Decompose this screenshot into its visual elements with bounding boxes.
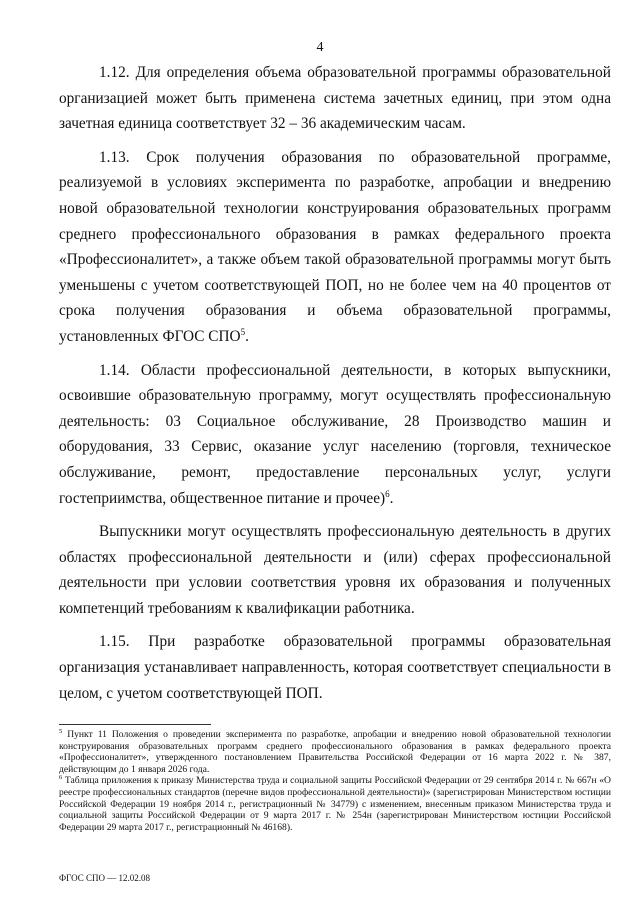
paragraph-text: 1.15. При разработке образовательной программы образовательная организация устанавливает направленность, которая соответствует специальности в целом, с учетом соответствующей ПОП.	[59, 633, 611, 702]
footnote-5	[59, 729, 611, 775]
body-text	[59, 60, 611, 706]
paragraph-graduates	[59, 519, 611, 621]
page-footer: ФГОС СПО — 12.02.08	[59, 873, 150, 883]
footnote-ref-5[interactable]: 5	[240, 326, 246, 337]
footnote-divider	[59, 724, 211, 725]
paragraph-1-14: 1.14. Области профессиональной деятельности, в которых выпускники, освоившие образовательную программу, могут осуществлять профессиональную деятельность: 03 Социальное обслуживание, 28 Производство машин и оборудования, 33 Сервис, оказание услуг населению (торговля, техническое обслуживание, ремонт, предоставление персональных услуг, услуги гостеприимства, общественное питание и прочее)$^6$.	[59, 361, 611, 507]
paragraph-1-12	[59, 60, 611, 137]
paragraph-text: 1.12. Для определения объема образовательной программы образовательной организацией может быть применена система зачетных единиц, при этом одна зачетная единица соответствует 32 – 36 академическим часам.	[59, 64, 611, 133]
footnote-text: Таблица приложения к приказу Министерства труда и социальной защиты Российской Федерации от 29 сентября 2014 г. № 667н «О реестре профессиональных стандартов (перечне видов профессиональной деятельности)» (зарегистрирован Министерством юстиции Российской Федерации 19 ноября 2014 г., регистрационный № 34779) с изменением, внесенным приказом Министерства труда и социальной защиты Российской Федерации от 9 марта 2017 г. № 254н (зарегистрирован Министерством юстиции Российской Федерации 29 марта 2017 г., регистрационный № 46168).	[59, 775, 611, 833]
footnote-ref-6[interactable]: 6	[385, 488, 390, 499]
footnote-number: 5	[59, 727, 63, 735]
paragraph-1-15	[59, 629, 611, 706]
footnote-6	[59, 775, 611, 833]
footnotes	[59, 729, 611, 833]
page-number: 4	[316, 40, 324, 55]
paragraph-text: 1.13. Срок получения образования по образовательной программе, реализуемой в условиях эксперимента по разработке, апробации и внедрению новой образовательной технологии конструирования образовательных программ среднего профессионального образования в рамках федерального проекта «Профессионалитет», а также объем такой образовательной программы могут быть уменьшены с учетом соответствующей ПОП, но не более чем на 40 процентов от срока получения образования и объема образовательной программы, установленных ФГОС СПО	[59, 148, 611, 345]
paragraph-text: Выпускники могут осуществлять профессиональную деятельность в других областях профессиональной деятельности и (или) сферах профессиональной деятельности при условии соответствия уровня их образования и полученных компетенций требованиям к квалификации работника.	[59, 523, 611, 617]
footnote-text: Пункт 11 Положения о проведении эксперимента по разработке, апробации и внедрению новой образовательной технологии конструирования образовательных программ среднего профессионального образования в рамках федерального проекта «Профессионалитет», утвержденного постановлением Правительства Российской Федерации от 16 марта 2022 г. № 387, действующим до 1 января 2026 года.	[59, 729, 611, 775]
footnote-number: 6	[59, 774, 63, 782]
paragraph-text: 1.14. Области профессиональной деятельности, в которых выпускники, освоившие образовательную программу, могут осуществлять профессиональную деятельность: 03 Социальное обслуживание, 28 Производство машин и оборудования, 33 Сервис, оказание услуг населению (торговля, техническое обслуживание, ремонт, предоставление персональных услуг, услуги гостеприимства, общественное питание и прочее)	[59, 361, 611, 507]
paragraph-1-13: 1.13. Срок получения образования по образовательной программе, реализуемой в условиях эксперимента по разработке, апробации и внедрению новой образовательной технологии конструирования образовательных программ среднего профессионального образования в рамках федерального проекта «Профессионалитет», а также объем такой образовательной программы могут быть уменьшены с учетом соответствующей ПОП, но не более чем на 40 процентов от срока получения образования и объема образовательной программы, установленных ФГОС СПО$^5$.	[59, 148, 611, 345]
